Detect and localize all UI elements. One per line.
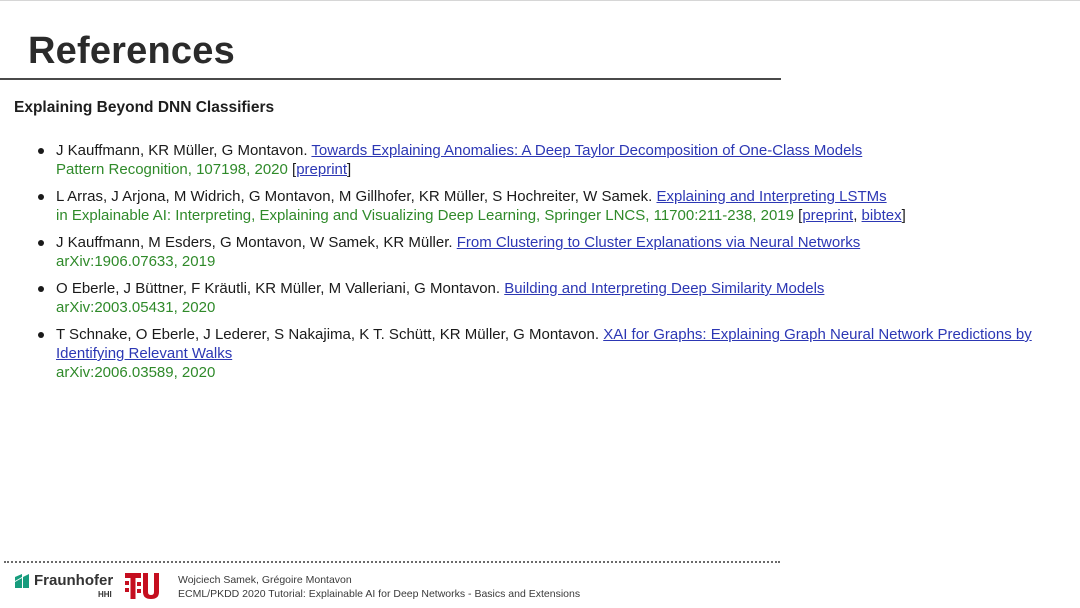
slide-title: References	[28, 30, 235, 72]
reference-authors: J Kauffmann, KR Müller, G Montavon.	[56, 142, 308, 159]
reference-title-link[interactable]: From Clustering to Cluster Explanations via Neural Networks	[456, 234, 861, 251]
footer-presenters: Wojciech Samek, Grégoire Montavon	[178, 574, 352, 586]
reference-list	[0, 141, 1068, 390]
bullet-icon	[38, 332, 44, 338]
reference-venue: arXiv:2003.05431, 2020	[56, 299, 216, 316]
fraunhofer-wordmark: Fraunhofer	[34, 572, 114, 589]
fraunhofer-logo	[14, 571, 118, 601]
title-divider	[0, 78, 781, 80]
reference-title-link[interactable]: Towards Explaining Anomalies: A Deep Taylor Decomposition of One-Class Models	[311, 142, 863, 159]
hhi-label: HHI	[98, 590, 112, 599]
reference-venue: in Explainable AI: Interpreting, Explaining and Visualizing Deep Learning, Springer LNCS, 11700:211-238, 2019	[56, 207, 794, 224]
reference-item	[0, 325, 1068, 382]
tu-berlin-logo	[125, 572, 161, 600]
bullet-icon	[38, 148, 44, 154]
reference-venue: arXiv:2006.03589, 2020	[56, 364, 216, 381]
bibtex-link[interactable]: bibtex	[861, 207, 902, 224]
bullet-icon	[38, 194, 44, 200]
reference-item	[0, 279, 1068, 317]
footer-event: ECML/PKDD 2020 Tutorial: Explainable AI for Deep Networks - Basics and Extensions	[178, 588, 581, 600]
reference-venue: arXiv:1906.07633, 2019	[56, 253, 216, 270]
reference-authors: J Kauffmann, M Esders, G Montavon, W Samek, KR Müller.	[56, 234, 453, 251]
reference-title-link[interactable]: XAI for Graphs: Explaining Graph Neural Network Predictions by Identifying Relevant Walks	[56, 326, 1032, 362]
reference-item	[0, 233, 1068, 271]
reference-authors: L Arras, J Arjona, M Widrich, G Montavon, M Gillhofer, KR Müller, S Hochreiter, W Samek.	[56, 188, 653, 205]
preprint-link[interactable]: preprint	[802, 207, 854, 224]
top-border	[0, 0, 1080, 1]
reference-authors: T Schnake, O Eberle, J Lederer, S Nakajima, K T. Schütt, KR Müller, G Montavon.	[56, 326, 600, 343]
footer-divider	[4, 561, 780, 563]
bracket-open: [	[287, 161, 297, 178]
fraunhofer-mark-icon	[14, 573, 30, 589]
reference-item	[0, 141, 1068, 179]
bracket-close: ]	[347, 161, 352, 178]
bullet-icon	[38, 240, 44, 246]
bracket-open: [	[794, 207, 803, 224]
bullet-icon	[38, 286, 44, 292]
footer-credits	[178, 573, 580, 601]
preprint-link[interactable]: preprint	[296, 161, 348, 178]
reference-venue: Pattern Recognition, 107198, 2020	[56, 161, 288, 178]
link-separator: ,	[853, 207, 862, 224]
reference-authors: O Eberle, J Büttner, F Kräutli, KR Müller, M Valleriani, G Montavon.	[56, 280, 501, 297]
bracket-close: ]	[901, 207, 906, 224]
section-heading: Explaining Beyond DNN Classifiers	[14, 99, 275, 116]
reference-title-link[interactable]: Building and Interpreting Deep Similarity Models	[504, 280, 825, 297]
reference-title-link[interactable]: Explaining and Interpreting LSTMs	[656, 188, 887, 205]
reference-item	[0, 187, 1068, 225]
